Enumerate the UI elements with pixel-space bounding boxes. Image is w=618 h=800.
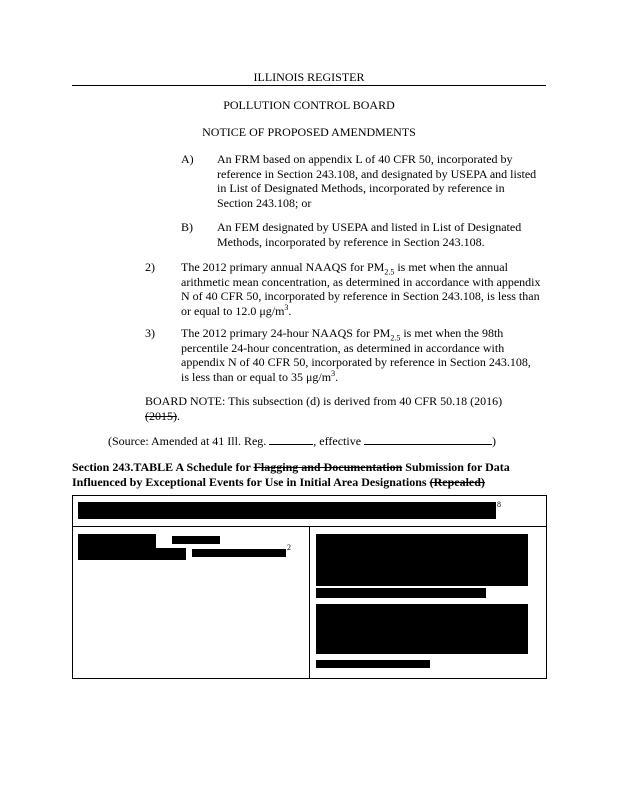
- redacted-left-cell: [192, 549, 286, 557]
- section-heading-line: Influenced by Exceptional Events for Use in Initial Area Designations (Repealed): [72, 474, 485, 489]
- item-3-text: [181, 326, 531, 384]
- header-rule: [72, 85, 546, 86]
- register-blank: [269, 433, 313, 445]
- item-a-label: A): [181, 152, 194, 166]
- redacted-right-cell-block: [316, 604, 528, 654]
- redacted-right-cell-line: [316, 660, 430, 668]
- item-a-line: Section 243.108; or: [217, 195, 312, 210]
- table-column-divider: [309, 526, 310, 678]
- item-a-text: [217, 152, 536, 210]
- item-3-label: 3): [145, 326, 155, 340]
- redacted-header-row: [78, 502, 496, 519]
- section-heading: [72, 460, 510, 489]
- item-2-line: or equal to 12.0 $\mu g/m^3$.: [181, 302, 292, 318]
- item-b-line: Methods, incorporated by reference in Section 243.108.: [217, 234, 485, 249]
- item-3-line: The 2012 primary 24-hour NAAQS for $PM_{2.5}$ is met when the 98th: [181, 326, 504, 343]
- item-a-line: reference in Section 243.108, and designated by USEPA and listed: [217, 166, 537, 181]
- effective-date-blank: [364, 433, 492, 445]
- redacted-left-cell: [78, 534, 156, 548]
- item-a-line: in List of Designated Methods, incorporated by reference in: [217, 181, 505, 195]
- board-note-line: (2015).: [145, 408, 180, 423]
- item-2-line: The 2012 primary annual NAAQS for $PM_{2.5}$ is met when the annual: [181, 260, 508, 277]
- item-b-line: An FEM designated by USEPA and listed in List of Designated: [217, 220, 522, 234]
- board-note: [145, 394, 502, 423]
- item-b-label: B): [181, 220, 193, 234]
- board-note-line: BOARD NOTE: This subsection (d) is derived from 40 CFR 50.18 (2016): [145, 394, 503, 408]
- item-2-line: N of 40 CFR 50, incorporated by reference in Section 243.108, is less than: [181, 289, 540, 303]
- board-title: POLLUTION CONTROL BOARD: [223, 98, 395, 112]
- register-title: ILLINOIS REGISTER: [253, 70, 365, 84]
- item-2-text: [181, 260, 541, 318]
- item-3-line: percentile 24-hour concentration, as determined in accordance with: [181, 340, 505, 355]
- item-b-text: [217, 220, 521, 249]
- item-2-label: 2): [145, 260, 155, 274]
- item-3-line: is less than or equal to 35 $\mu g/m^3$.: [181, 368, 339, 384]
- redacted-left-cell: [172, 536, 220, 544]
- redacted-left-cell: [78, 548, 186, 560]
- redacted-right-cell-block: [316, 534, 528, 586]
- source-line: (Source: Amended at 41 Ill. Reg. , effective ): [108, 434, 497, 448]
- redacted-right-cell-line: [316, 588, 486, 598]
- left-cell-footnote-mark: 2: [287, 543, 291, 552]
- item-3-line: appendix N of 40 CFR 50, incorporated by reference in Section 243.108,: [181, 355, 531, 369]
- section-heading-line: Section 243.TABLE A Schedule for Flagging and Documentation Submission for Data: [72, 460, 510, 474]
- item-a-line: An FRM based on appendix L of 40 CFR 50, incorporated by: [217, 152, 513, 166]
- header-footnote-mark: 8: [497, 500, 501, 509]
- notice-title: NOTICE OF PROPOSED AMENDMENTS: [202, 125, 416, 139]
- item-2-line: arithmetic mean concentration, as determined in accordance with appendix: [181, 274, 541, 289]
